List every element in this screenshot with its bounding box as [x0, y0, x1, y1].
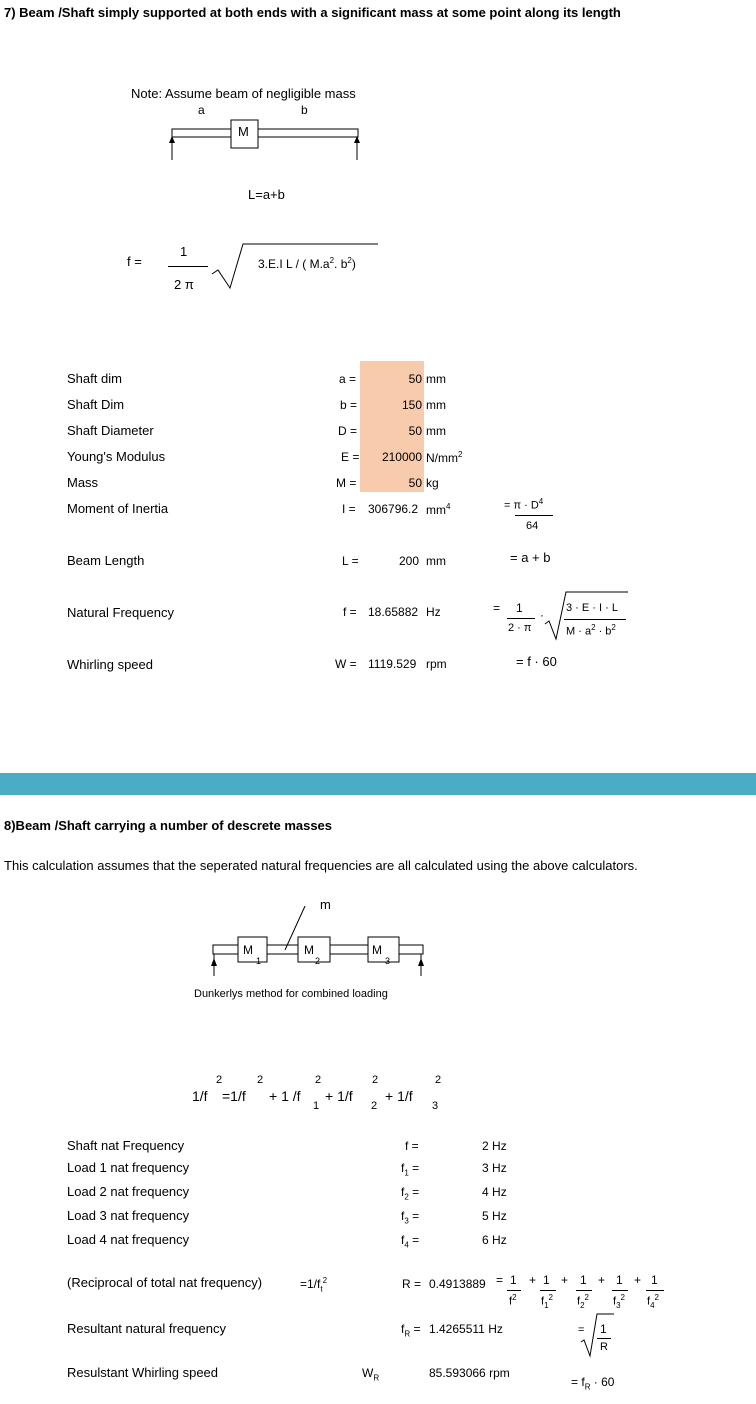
recip-bar-0 [507, 1290, 521, 1291]
input-a[interactable]: 50 [408, 372, 422, 386]
dk-sub-2: 2 [371, 1100, 378, 1112]
freq-sym-4: $f_4$ = [401, 1233, 420, 1250]
value-f: 18.65882 [368, 605, 419, 619]
eq-freq-dot: · [540, 608, 544, 622]
eq-freq-den: 2 · π [508, 622, 532, 634]
dk-part-0: 1/f [192, 1088, 208, 1104]
freq-sym-2: $f_2$ = [401, 1185, 420, 1202]
formula-bar [168, 266, 208, 267]
resultant-whirl-eq: = $f_R \cdot 60$ [571, 1375, 615, 1392]
reciprocal-mid: $=1/f_t^2$ [300, 1276, 328, 1294]
section8-title: 8)Beam /Shaft carrying a number of descrete masses [4, 818, 333, 833]
eq-freq-rad-bar [564, 619, 626, 620]
multi-mass-svg [205, 906, 430, 982]
value-l: 200 [399, 554, 420, 568]
recip-plus-0: + [529, 1273, 537, 1287]
section8-intro: This calculation assumes that the seperated natural frequencies are all calculated using the above calculators. [4, 858, 638, 873]
freq-sym-0: f = [405, 1139, 419, 1153]
resultant-eq-bar [597, 1338, 611, 1339]
freq-label-2: Load 2 nat frequency [67, 1184, 190, 1199]
row-sym-l: L = [342, 554, 359, 568]
resultant-whirl-sym: $W_R$ [362, 1366, 380, 1383]
eq-whirl: = f · 60 [516, 654, 557, 669]
dk-sup-0: 2 [216, 1074, 223, 1086]
formula-den: 2 π [174, 277, 194, 292]
row-sym-f: f = [343, 605, 357, 619]
section-divider [0, 773, 756, 795]
formula-num: 1 [180, 244, 188, 259]
row-sym-m: M = [336, 476, 357, 490]
resultant-sym: $f_R$ = [401, 1322, 421, 1339]
row-unit-e: $N/mm^2$ [426, 450, 463, 465]
resultant-value: 1.4265511 Hz [429, 1322, 503, 1336]
row-sym-d: D = [338, 424, 358, 438]
input-e[interactable]: 210000 [381, 450, 422, 464]
eq-freq-prefix: = [493, 601, 501, 615]
recip-plus-2: + [598, 1273, 606, 1287]
row-label-f: Natural Frequency [67, 605, 174, 620]
dk-part-1: =1/f [222, 1088, 246, 1104]
recip-one-1: 1 [543, 1273, 550, 1287]
row-sym-w: W = [335, 657, 357, 671]
recip-one-2: 1 [580, 1273, 587, 1287]
eq-inertia-num: = $\pi \cdot D^4$ [504, 497, 544, 512]
mass-label: M [238, 124, 249, 139]
freq-label-4: Load 4 nat frequency [67, 1232, 190, 1247]
row-unit-m: kg [426, 476, 439, 490]
resultant-eq-prefix: = [578, 1324, 585, 1336]
row-sym-a: a = [339, 372, 357, 386]
eq-freq-rad-num: 3 · E · I · L [566, 602, 618, 614]
diagram-caption: Dunkerlys method for combined loading [194, 988, 388, 1000]
label-b: b [301, 103, 308, 117]
freq-value-3: 5 Hz [482, 1209, 507, 1223]
reciprocal-label: (Reciprocal of total nat frequency) [67, 1275, 263, 1290]
dk-part-4: + 1/f [385, 1088, 413, 1104]
formula-radicand: 3.E.I L / ( $M.a^2$. $b^2$) [258, 256, 356, 271]
recip-bar-2 [576, 1290, 592, 1291]
reciprocal-eq: = [496, 1273, 504, 1287]
row-label-w: Whirling speed [67, 657, 153, 672]
eq-freq-rad-den: $M \cdot a^2 \cdot b^2$ [566, 623, 616, 638]
dk-sup-4: 2 [435, 1074, 442, 1086]
recip-den-3: $f_3^2$ [613, 1293, 625, 1310]
recip-den-4: $f_4^2$ [647, 1293, 659, 1310]
dk-sup-1: 2 [257, 1074, 264, 1086]
formula-lhs: f = [127, 254, 142, 269]
recip-bar-3 [612, 1290, 628, 1291]
mass-2-sub: 2 [315, 956, 321, 966]
beam-svg [165, 112, 365, 168]
row-label-d: Shaft Diameter [67, 423, 154, 438]
dk-part-2: + 1 /f [269, 1088, 301, 1104]
dk-sup-2: 2 [315, 1074, 322, 1086]
resultant-whirl-value: 85.593066 rpm [429, 1366, 510, 1380]
row-sym-i: I = [342, 502, 356, 516]
mass-2: M [304, 943, 314, 957]
row-unit-b: mm [426, 398, 446, 412]
freq-label-0: Shaft nat Frequency [67, 1138, 185, 1153]
recip-bar-4 [646, 1290, 664, 1291]
section7-title: 7) Beam /Shaft simply supported at both ends with a significant mass at some point along its length [4, 5, 621, 20]
label-a: a [198, 103, 205, 117]
row-label-i: Moment of Inertia [67, 501, 169, 516]
row-label-m: Mass [67, 475, 99, 490]
row-label-a: Shaft dim [67, 371, 122, 386]
dk-part-3: + 1/f [325, 1088, 353, 1104]
row-label-e: Young's Modulus [67, 449, 166, 464]
recip-den-1: $f_1^2$ [541, 1293, 553, 1310]
row-label-l: Beam Length [67, 553, 145, 568]
input-d[interactable]: 50 [408, 424, 422, 438]
mass-3-sub: 3 [385, 956, 391, 966]
eq-length: = a + b [510, 550, 551, 565]
resultant-eq-den: R [600, 1341, 608, 1353]
recip-den-2: $f_2^2$ [577, 1293, 589, 1310]
recip-den-0: $f^2$ [509, 1293, 517, 1308]
note-text: Note: Assume beam of negligible mass [131, 86, 356, 101]
recip-one-0: 1 [510, 1273, 517, 1287]
eq-inertia-bar [515, 515, 553, 516]
reciprocal-sym: R = [402, 1277, 422, 1291]
dk-sup-3: 2 [372, 1074, 379, 1086]
eq-freq-bar [507, 618, 535, 619]
row-sym-e: E = [341, 450, 360, 464]
freq-value-4: 6 Hz [482, 1233, 507, 1247]
input-m[interactable]: 50 [408, 476, 422, 490]
recip-bar-1 [540, 1290, 556, 1291]
row-unit-d: mm [426, 424, 446, 438]
resultant-eq-num: 1 [600, 1322, 607, 1336]
freq-value-0: 2 Hz [482, 1139, 507, 1153]
freq-sym-3: $f_3$ = [401, 1209, 420, 1226]
label-small-m: m [320, 897, 331, 912]
resultant-whirl-label: Resulstant Whirling speed [67, 1365, 219, 1380]
recip-one-4: 1 [651, 1273, 658, 1287]
value-i: 306796.2 [368, 502, 419, 516]
length-equation: L=a+b [248, 187, 285, 202]
freq-value-1: 3 Hz [482, 1161, 507, 1175]
freq-label-3: Load 3 nat frequency [67, 1208, 190, 1223]
row-sym-b: b = [340, 398, 358, 412]
recip-one-3: 1 [616, 1273, 623, 1287]
recip-plus-3: + [634, 1273, 642, 1287]
mass-3: M [372, 943, 382, 957]
input-b[interactable]: 150 [401, 398, 422, 412]
row-label-b: Shaft Dim [67, 397, 125, 412]
recip-plus-1: + [561, 1273, 569, 1287]
reciprocal-value: 0.4913889 [429, 1277, 486, 1291]
freq-value-2: 4 Hz [482, 1185, 507, 1199]
resultant-sqrt [580, 1312, 616, 1360]
dk-sub-1: 1 [313, 1100, 320, 1112]
row-unit-l: mm [426, 554, 446, 568]
row-unit-f: Hz [426, 605, 441, 619]
row-unit-a: mm [426, 372, 446, 386]
eq-inertia-den: 64 [526, 520, 539, 532]
freq-sym-1: $f_1$ = [401, 1161, 420, 1178]
eq-freq-num: 1 [516, 601, 523, 615]
freq-label-1: Load 1 nat frequency [67, 1160, 190, 1175]
resultant-label: Resultant natural frequency [67, 1321, 226, 1336]
mass-1: M [243, 943, 253, 957]
mass-1-sub: 1 [256, 956, 262, 966]
value-w: 1119.529 [368, 657, 417, 671]
dk-sub-3: 3 [432, 1100, 439, 1112]
row-unit-w: rpm [426, 657, 447, 671]
row-unit-i: $mm^4$ [426, 502, 451, 517]
